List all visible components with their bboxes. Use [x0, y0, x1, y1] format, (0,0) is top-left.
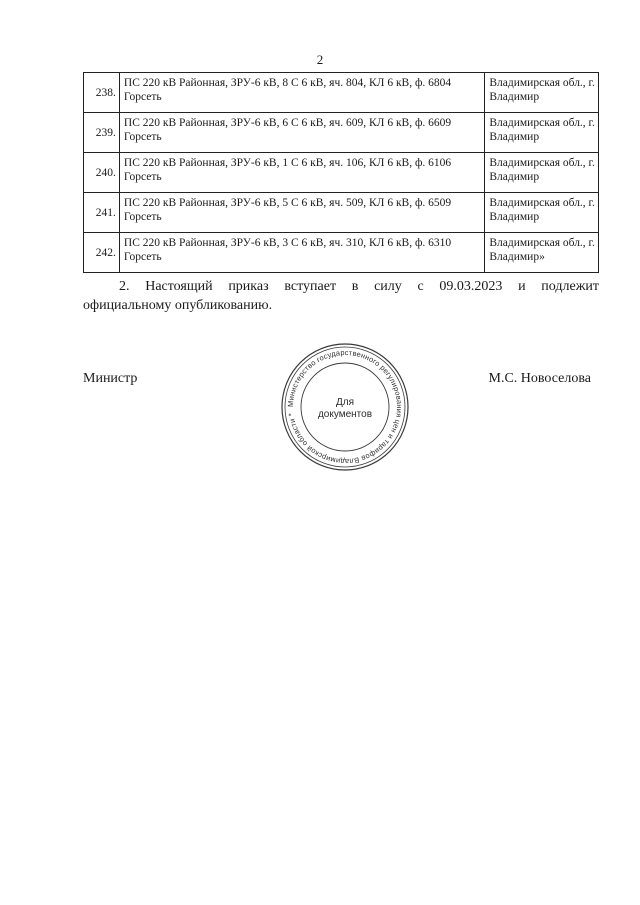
object-location: Владимирская обл., г. Владимир — [485, 73, 599, 113]
row-number: 242. — [84, 233, 120, 273]
object-location: Владимирская обл., г. Владимир» — [485, 233, 599, 273]
table-row — [84, 113, 599, 153]
facilities-table — [83, 72, 599, 273]
stamp-ring-text: Министерство государственного регулирования цен и тарифов Владимирской области * — [285, 347, 405, 467]
row-number: 240. — [84, 153, 120, 193]
page-number: 2 — [316, 52, 324, 67]
object-location: Владимирская обл., г. Владимир — [485, 193, 599, 233]
row-number: 238. — [84, 73, 120, 113]
clause-line-1: 2. Настоящий приказ вступает в силу с 09.03.2023 и подлежит — [119, 279, 599, 294]
object-description: ПС 220 кВ Районная, ЗРУ-6 кВ, 1 С 6 кВ, яч. 106, КЛ 6 кВ, ф. 6106 Горсеть — [119, 153, 484, 193]
table-row — [84, 193, 599, 233]
stamp-center-text — [280, 397, 410, 421]
object-location: Владимирская обл., г. Владимир — [485, 153, 599, 193]
stamp-center-line-2: документов — [317, 409, 373, 420]
clause-effective-date — [83, 277, 599, 315]
object-description: ПС 220 кВ Районная, ЗРУ-6 кВ, 3 С 6 кВ, яч. 310, КЛ 6 кВ, ф. 6310 Горсеть — [119, 233, 484, 273]
table-row — [84, 153, 599, 193]
signatory-name: М.С. Новоселова — [488, 371, 591, 386]
table-row — [84, 233, 599, 273]
table-row — [84, 73, 599, 113]
object-location: Владимирская обл., г. Владимир — [485, 113, 599, 153]
object-description: ПС 220 кВ Районная, ЗРУ-6 кВ, 6 С 6 кВ, яч. 609, КЛ 6 кВ, ф. 6609 Горсеть — [119, 113, 484, 153]
object-description: ПС 220 кВ Районная, ЗРУ-6 кВ, 5 С 6 кВ, яч. 509, КЛ 6 кВ, ф. 6509 Горсеть — [119, 193, 484, 233]
signatory-title: Министр — [83, 371, 138, 386]
stamp-center-line-1: Для — [335, 397, 355, 408]
object-description: ПС 220 кВ Районная, ЗРУ-6 кВ, 8 С 6 кВ, яч. 804, КЛ 6 кВ, ф. 6804 Горсеть — [119, 73, 484, 113]
clause-line-2: официальному опубликованию. — [83, 298, 273, 313]
official-stamp — [280, 342, 410, 472]
row-number: 239. — [84, 113, 120, 153]
row-number: 241. — [84, 193, 120, 233]
